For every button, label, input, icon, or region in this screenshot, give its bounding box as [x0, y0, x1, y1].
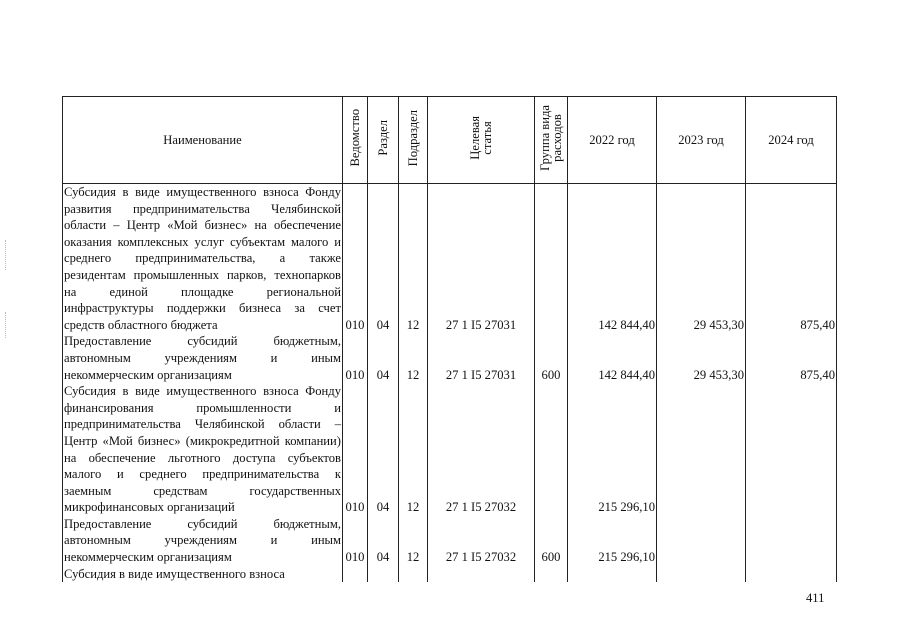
- row-razdel: 04: [368, 516, 399, 566]
- header-year-2023: 2023 год: [657, 97, 746, 184]
- table-row: [63, 516, 837, 566]
- row-name: Субсидия в виде имущественного взноса Фонду развития предпринимательства Челябинской области – Центр «Мой бизнес» на обеспечение оказания комплексных услуг субъектам малого и среднего предпринимательства, а также резидентам промышленных парков, технопарков на единой площадке региональной инфраструктуры поддержки бизнеса за счет средств областного бюджета: [64, 185, 341, 332]
- row-celevaya-statya: 27 1 I5 27031: [428, 333, 535, 383]
- row-podrazdel: 12: [399, 333, 428, 383]
- row-vedomstvo: 010: [343, 184, 368, 334]
- row-year-2023: [657, 566, 746, 583]
- header-celevaya-statya: Целевая статья: [428, 97, 535, 184]
- scan-margin-mark: [5, 240, 7, 270]
- row-gruppa: 600: [535, 333, 568, 383]
- row-gruppa: [535, 566, 568, 583]
- page-number: 411: [806, 591, 825, 605]
- row-podrazdel: [399, 566, 428, 583]
- row-celevaya-statya: 27 1 I5 27031: [428, 184, 535, 334]
- row-year-2023: [657, 516, 746, 566]
- row-vedomstvo: [343, 566, 368, 583]
- row-name: Предоставление субсидий бюджетным, автономным учреждениям и иным некоммерческим организациям: [64, 516, 341, 565]
- budget-table: [62, 96, 837, 582]
- row-vedomstvo: 010: [343, 516, 368, 566]
- row-year-2024: [746, 566, 837, 583]
- table-row-cut: [63, 566, 837, 583]
- row-razdel: 04: [368, 383, 399, 516]
- row-celevaya-statya: 27 1 I5 27032: [428, 516, 535, 566]
- row-razdel: 04: [368, 184, 399, 334]
- row-year-2023: 29 453,30: [657, 333, 746, 383]
- table-row: [63, 184, 837, 334]
- row-celevaya-statya: [428, 566, 535, 583]
- header-name: Наименование: [63, 97, 343, 184]
- row-name: Предоставление субсидий бюджетным, автономным учреждениям и иным некоммерческим организациям: [64, 334, 341, 382]
- row-year-2024: [746, 383, 837, 516]
- row-podrazdel: 12: [399, 383, 428, 516]
- row-vedomstvo: 010: [343, 333, 368, 383]
- row-year-2023: [657, 383, 746, 516]
- row-year-2022: 215 296,10: [568, 516, 657, 566]
- header-podrazdel: Подраздел: [399, 97, 428, 184]
- row-year-2022: 142 844,40: [568, 184, 657, 334]
- header-gruppa-rashodov: Группа вида расходов: [535, 97, 568, 184]
- row-gruppa: [535, 184, 568, 334]
- row-gruppa: 600: [535, 516, 568, 566]
- row-year-2024: 875,40: [746, 184, 837, 334]
- table-row: [63, 383, 837, 516]
- row-year-2022: [568, 566, 657, 583]
- row-celevaya-statya: 27 1 I5 27032: [428, 383, 535, 516]
- header-year-2022: 2022 год: [568, 97, 657, 184]
- header-year-2024: 2024 год: [746, 97, 837, 184]
- table-row: [63, 333, 837, 383]
- row-gruppa: [535, 383, 568, 516]
- row-razdel: 04: [368, 333, 399, 383]
- header-vedomstvo: Ведомство: [343, 97, 368, 184]
- row-year-2022: 215 296,10: [568, 383, 657, 516]
- row-year-2023: 29 453,30: [657, 184, 746, 334]
- row-year-2024: 875,40: [746, 333, 837, 383]
- scan-margin-mark: [5, 312, 7, 338]
- row-razdel: [368, 566, 399, 583]
- row-podrazdel: 12: [399, 516, 428, 566]
- row-year-2024: [746, 516, 837, 566]
- row-name: Субсидия в виде имущественного взноса: [63, 566, 343, 583]
- row-vedomstvo: 010: [343, 383, 368, 516]
- table-body: [63, 184, 837, 583]
- table-header: [63, 97, 837, 184]
- row-podrazdel: 12: [399, 184, 428, 334]
- row-name: Субсидия в виде имущественного взноса Фонду финансирования промышленности и предпринимательства Челябинской области – Центр «Мой бизнес» (микрокредитной компании) на обеспечение льготного доступа субъектов малого и среднего предпринимательства к заемным средствам государственных микрофинансовых организаций: [64, 384, 341, 515]
- header-razdel: Раздел: [368, 97, 399, 184]
- row-year-2022: 142 844,40: [568, 333, 657, 383]
- header-row: [63, 97, 837, 184]
